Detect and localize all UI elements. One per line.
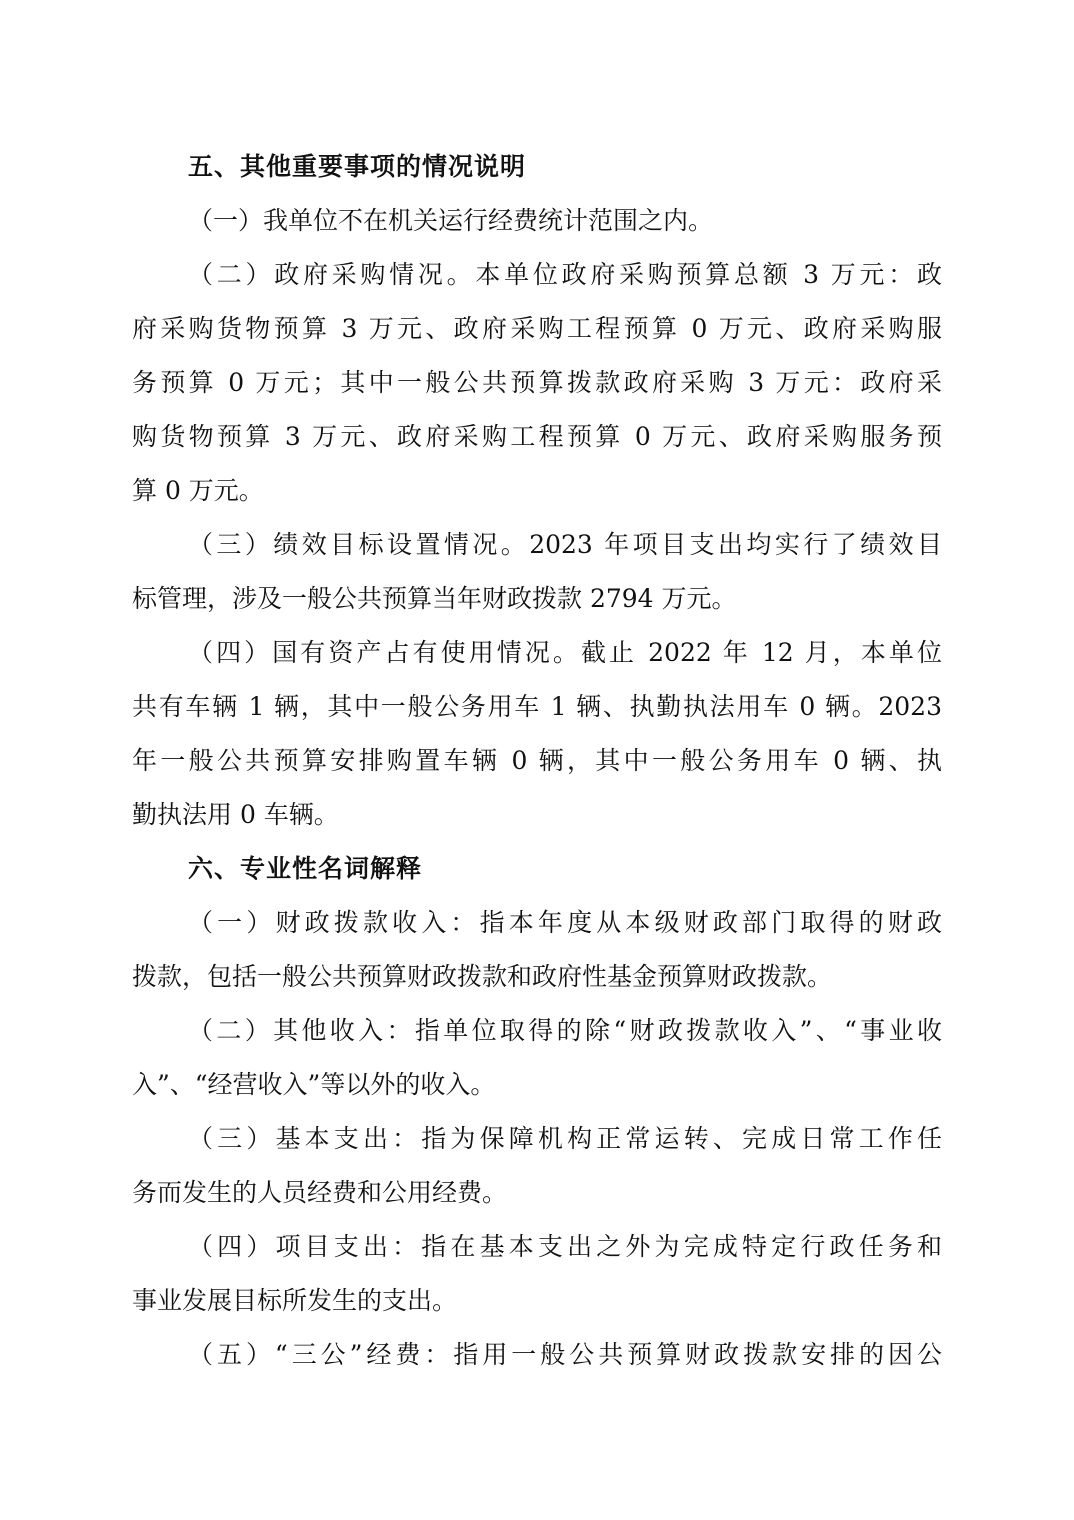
section-heading: 六、专业性名词解释: [188, 854, 423, 883]
paragraph: [132, 1004, 942, 1112]
paragraph: [132, 626, 942, 842]
text-line: （四）国有资产占有使用情况。截止 2022 年 12 月，本单位: [188, 638, 942, 667]
paragraph: [132, 1328, 942, 1382]
text-line: （四）项目支出：指在基本支出之外为完成特定行政任务和: [188, 1232, 942, 1261]
text-line: （一）我单位不在机关运行经费统计范围之内。: [188, 206, 714, 235]
text-line: 府采购货物预算 3 万元、政府采购工程预算 0 万元、政府采购服: [132, 314, 942, 343]
text-line: （二）其他收入：指单位取得的除“财政拨款收入”、“事业收: [188, 1016, 942, 1045]
text-line: 务预算 0 万元；其中一般公共预算拨款政府采购 3 万元：政府采: [132, 368, 942, 397]
text-line: 标管理，涉及一般公共预算当年财政拨款 2794 万元。: [132, 584, 737, 613]
paragraph: [132, 1220, 942, 1328]
text-line: 共有车辆 1 辆，其中一般公务用车 1 辆、执勤执法用车 0 辆。2023: [132, 692, 942, 721]
text-line: 事业发展目标所发生的支出。: [132, 1286, 458, 1315]
text-line: （五）“三公”经费：指用一般公共预算财政拨款安排的因公: [188, 1340, 942, 1369]
text-line: 算 0 万元。: [132, 476, 264, 505]
paragraph: [132, 896, 942, 1004]
text-line: 年一般公共预算安排购置车辆 0 辆，其中一般公务用车 0 辆、执: [132, 746, 942, 775]
paragraph: [132, 248, 942, 518]
text-line: （三）基本支出：指为保障机构正常运转、完成日常工作任: [188, 1124, 942, 1153]
paragraph: [132, 518, 942, 626]
paragraph: [132, 194, 942, 248]
document-page: [132, 140, 942, 1382]
text-line: （三）绩效目标设置情况。2023 年项目支出均实行了绩效目: [188, 530, 942, 559]
text-line: 拨款，包括一般公共预算财政拨款和政府性基金预算财政拨款。: [132, 962, 833, 991]
text-line: （一）财政拨款收入：指本年度从本级财政部门取得的财政: [188, 908, 942, 937]
text-line: （二）政府采购情况。本单位政府采购预算总额 3 万元：政: [188, 260, 942, 289]
text-line: 务而发生的人员经费和公用经费。: [132, 1178, 508, 1207]
text-line: 购货物预算 3 万元、政府采购工程预算 0 万元、政府采购服务预: [132, 422, 942, 451]
paragraph: [132, 1112, 942, 1220]
section-heading: 五、其他重要事项的情况说明: [188, 152, 527, 181]
text-line: 勤执法用 0 车辆。: [132, 800, 339, 829]
text-line: 入”、“经营收入”等以外的收入。: [132, 1070, 496, 1099]
